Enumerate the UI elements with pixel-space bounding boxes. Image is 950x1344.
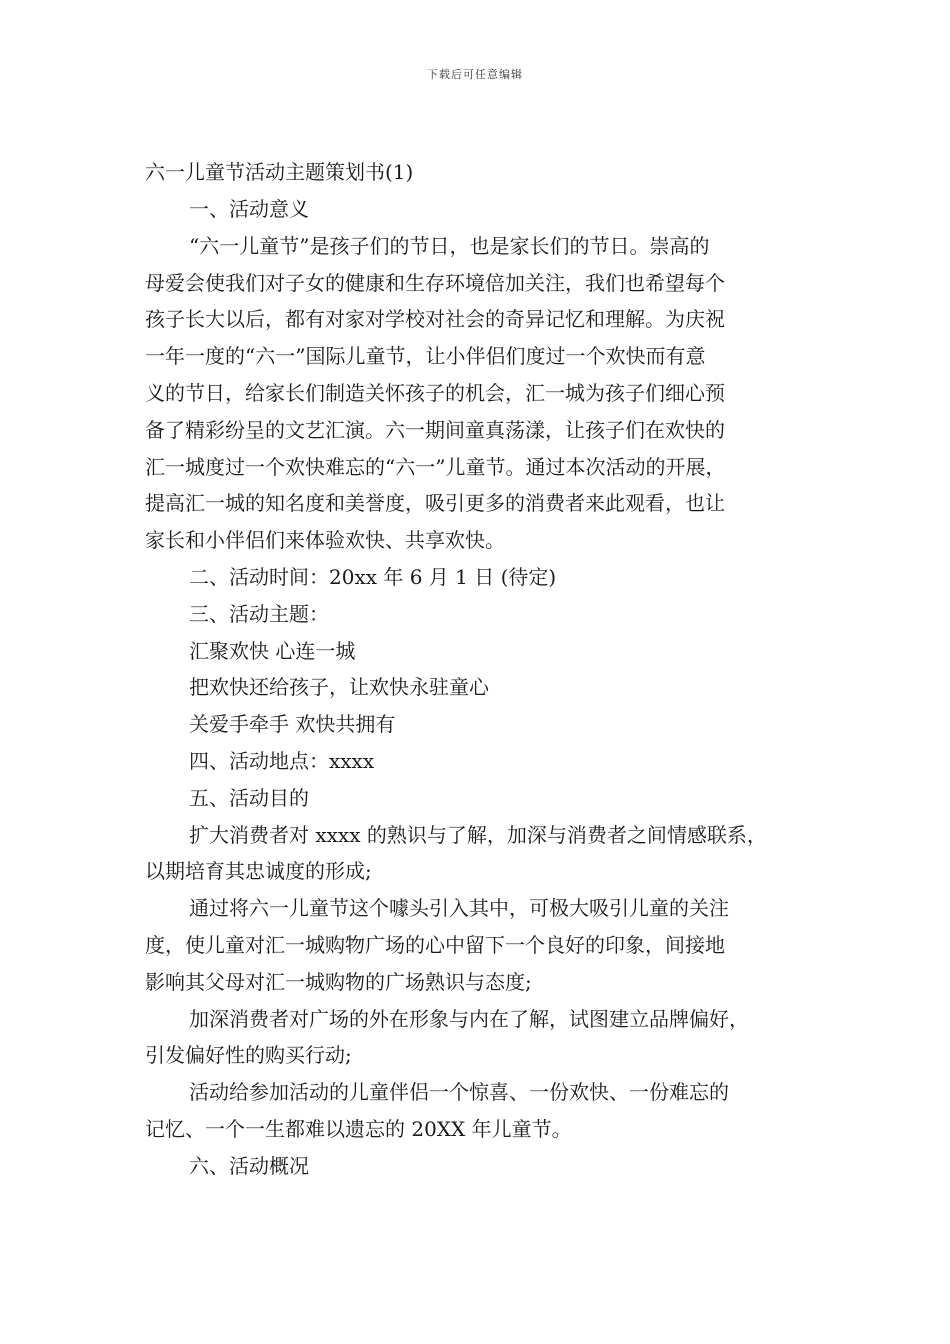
paragraph-goal-4 <box>145 1074 821 1148</box>
paragraph-line: 度，使儿童对汇一城购物广场的心中留下一个良好的印象，间接地 <box>145 932 725 957</box>
paragraph-line: 活动给参加活动的儿童伴侣一个惊喜、一份欢快、一份难忘的 <box>189 1080 729 1105</box>
section-heading-place: 四、活动地点：xxxx <box>189 748 375 773</box>
paragraph-line: “六一儿童节”是孩子们的节日，也是家长们的节日。崇高的 <box>189 233 710 258</box>
paragraph-meaning <box>145 228 821 559</box>
paragraph-line: 加深消费者对广场的外在形象与内在了解，试图建立品牌偏好， <box>189 1006 749 1031</box>
theme-slogan: 关爱手牵手 欢快共拥有 <box>189 712 396 737</box>
paragraph-line: 扩大消费者对 xxxx 的熟识与了解，加深与消费者之间情感联系， <box>189 822 767 847</box>
paragraph-line: 引发偏好性的购买行动; <box>145 1043 352 1068</box>
section-heading-overview: 六、活动概况 <box>189 1153 309 1178</box>
paragraph-line: 母爱会使我们对子女的健康和生存环境倍加关注，我们也希望每个 <box>145 270 725 295</box>
document-body <box>145 154 821 1185</box>
paragraph-line: 提高汇一城的知名度和美誉度，吸引更多的消费者来此观看，也让 <box>145 491 725 516</box>
paragraph-line: 家长和小伴侣们来体验欢快、共享欢快。 <box>145 528 505 553</box>
paragraph-line: 孩子长大以后，都有对家对学校对社会的奇异记忆和理解。为庆祝 <box>145 307 725 332</box>
section-heading-theme: 三、活动主题： <box>189 601 329 626</box>
paragraph-line: 汇一城度过一个欢快难忘的“六一”儿童节。通过本次活动的开展， <box>145 454 726 479</box>
paragraph-line: 记忆、一个一生都难以遗忘的 20XX 年儿童节。 <box>145 1116 572 1141</box>
paragraph-line: 备了精彩纷呈的文艺汇演。六一期间童真荡漾，让孩子们在欢快的 <box>145 417 725 442</box>
document-title: 六一儿童节活动主题策划书(1) <box>145 160 414 184</box>
header-note: 下载后可任意编辑 <box>427 68 523 81</box>
paragraph-line: 通过将六一儿童节这个噱头引入其中，可极大吸引儿童的关注 <box>189 896 729 921</box>
paragraph-goal-1 <box>145 817 821 891</box>
paragraph-line: 以期培育其忠诚度的形成; <box>145 859 372 884</box>
section-heading-goal: 五、活动目的 <box>189 785 309 810</box>
paragraph-goal-3 <box>145 1001 821 1075</box>
section-heading-time: 二、活动时间：20xx 年 6 月 1 日 (待定) <box>189 564 557 589</box>
paragraph-line: 一年一度的“六一”国际儿童节，让小伴侣们度过一个欢快而有意 <box>145 344 706 369</box>
paragraph-goal-2 <box>145 890 821 1000</box>
section-heading-meaning: 一、活动意义 <box>189 197 309 221</box>
paragraph-line: 影响其父母对汇一城购物的广场熟识与态度; <box>145 969 532 994</box>
paragraph-line: 义的节日，给家长们制造关怀孩子的机会，汇一城为孩子们细心预 <box>145 380 725 405</box>
theme-slogan: 汇聚欢快 心连一城 <box>189 638 356 663</box>
theme-slogan: 把欢快还给孩子，让欢快永驻童心 <box>189 675 489 700</box>
